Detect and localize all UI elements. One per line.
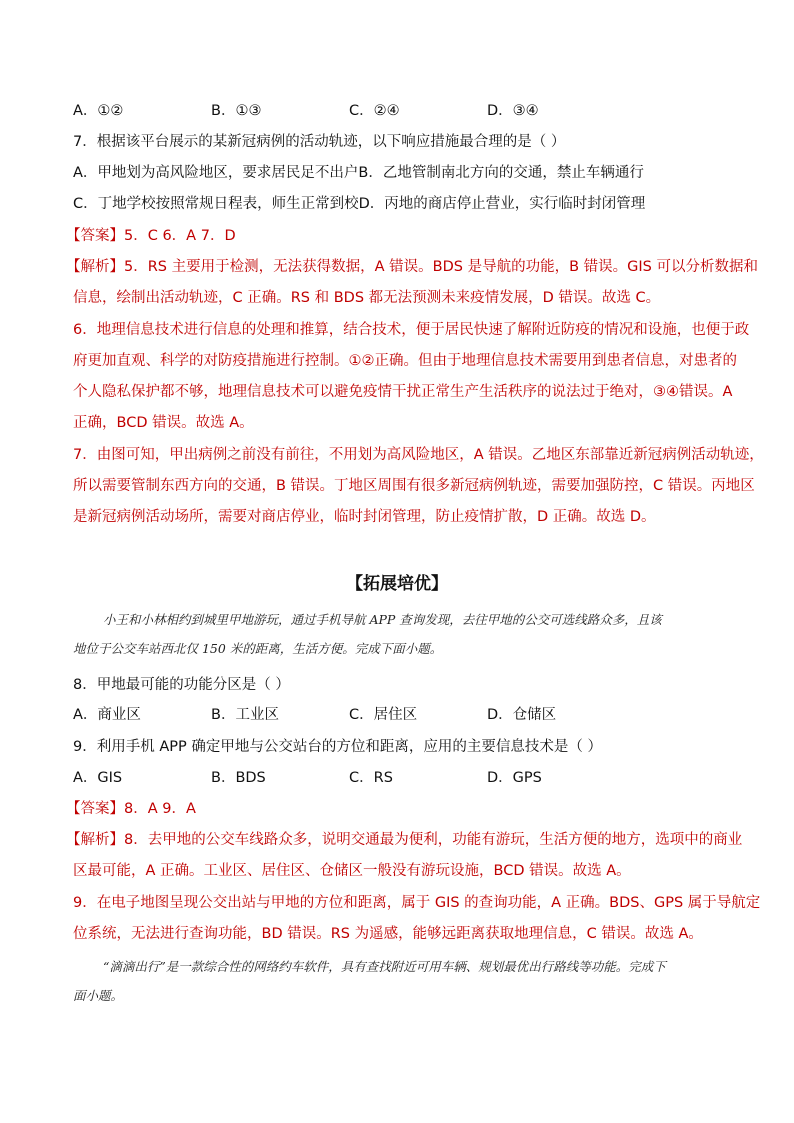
q9-options [73,768,723,788]
q6-option-b: B．①③ [211,103,262,119]
analysis-1-line-6: 正确，BCD 错误。故选 A。 [73,415,254,431]
q8-option-a: A．商业区 [73,707,141,723]
answer-tag: 【答案】 [66,228,124,244]
analysis-1-line-5: 个人隐私保护都不够，地理信息技术可以避免疫情干扰正常生产生活秩序的说法过于绝对，③④错误。A [73,384,733,400]
analysis-text: 5．RS 主要用于检测，无法获得数据，A 错误。BDS 是导航的功能，B 错误。GIS 可以分析数据和 [124,259,758,275]
analysis-1-line-7: 7．由图可知，甲出病例之前没有前往，不用划为高风险地区，A 错误。乙地区东部靠近新冠病例活动轨迹， [73,447,764,463]
q8-option-d: D．仓储区 [487,707,557,723]
analysis-1-line-2: 信息，绘制出活动轨迹，C 正确。RS 和 BDS 都无法预测未来疫情发展，D 错误。故选 C。 [73,290,661,306]
section-title: 【拓展培优】 [346,574,448,594]
q8-options [73,705,723,725]
answer-text: 5．C 6．A 7．D [124,228,236,244]
analysis-tag: 【解析】 [66,259,124,275]
q7-options-ab: A．甲地划为高风险地区，要求居民足不出户B．乙地管制南北方向的交通，禁止车辆通行 [73,165,644,181]
intro-passage-1 [73,610,725,659]
analysis-2-line-2: 区最可能，A 正确。工业区、居住区、仓储区一般没有游玩设施，BCD 错误。故选 A。 [73,863,631,879]
q6-option-c: C．②④ [349,103,400,119]
intro-2-line-2: 面小题。 [73,988,124,1003]
analysis-1-line-1 [66,257,758,277]
analysis-1-line-3: 6．地理信息技术进行信息的处理和推算，结合技术，便于居民快速了解附近防疫的情况和设施，也便于政 [73,322,750,338]
q7-options-cd: C．丁地学校按照常规日程表，师生正常到校D．丙地的商店停止营业，实行临时封闭管理 [73,196,646,212]
q6-option-d: D．③④ [487,103,539,119]
analysis-1-line-8: 所以需要管制东西方向的交通，B 错误。丁地区周围有很多新冠病例轨迹，需要加强防控，C 错误。丙地区 [73,478,755,494]
intro-2-line-1: “滴滴出行”是一款综合性的网络约车软件，具有查找附近可用车辆、规划最优出行路线等功能。完成下 [103,959,666,974]
q9-option-b: B．BDS [211,770,266,786]
q9-stem: 9．利用手机 APP 确定甲地与公交站台的方位和距离，应用的主要信息技术是（ ） [73,739,602,755]
analysis-1-line-4: 府更加直观、科学的对防疫措施进行控制。①②正确。但由于地理信息技术需要用到患者信息，对患者的 [73,353,737,369]
intro-1-line-1: 小王和小林相约到城里甲地游玩，通过手机导航 APP 查询发现，去往甲地的公交可选线路众多，且该 [103,612,662,627]
q9-option-c: C．RS [349,770,393,786]
answer-text: 8．A 9．A [124,801,196,817]
analysis-2-line-3: 9．在电子地图呈现公交出站与甲地的方位和距离，属于 GIS 的查询功能，A 正确。BDS、GPS 属于导航定 [73,895,761,911]
answer-block-2 [66,799,716,819]
q7-stem: 7．根据该平台展示的某新冠病例的活动轨迹，以下响应措施最合理的是（ ） [73,134,566,150]
q9-option-d: D．GPS [487,770,542,786]
analysis-1-line-9: 是新冠病例活动场所，需要对商店停业，临时封闭管理，防止疫情扩散，D 正确。故选 D。 [73,509,656,525]
q6-options [73,101,723,121]
intro-1-line-2: 地位于公交车站西北仅 150 米的距离，生活方便。完成下面小题。 [73,641,443,656]
q8-option-c: C．居住区 [349,707,418,723]
q6-option-a: A．①② [73,103,124,119]
q8-option-b: B．工业区 [211,707,279,723]
answer-tag: 【答案】 [66,801,124,817]
intro-passage-2 [73,957,725,1006]
q8-stem: 8．甲地最可能的功能分区是（ ） [73,677,290,693]
analysis-tag: 【解析】 [66,832,124,848]
analysis-2-line-4: 位系统，无法进行查询功能，BD 错误。RS 为遥感，能够远距离获取地理信息，C 错误。故选 A。 [73,926,703,942]
answer-block-1 [66,226,716,246]
analysis-2-line-1 [66,830,743,850]
analysis-text: 8．去甲地的公交车线路众多，说明交通最为便利，功能有游玩，生活方便的地方，选项中的商业 [124,832,743,848]
q9-option-a: A．GIS [73,770,123,786]
